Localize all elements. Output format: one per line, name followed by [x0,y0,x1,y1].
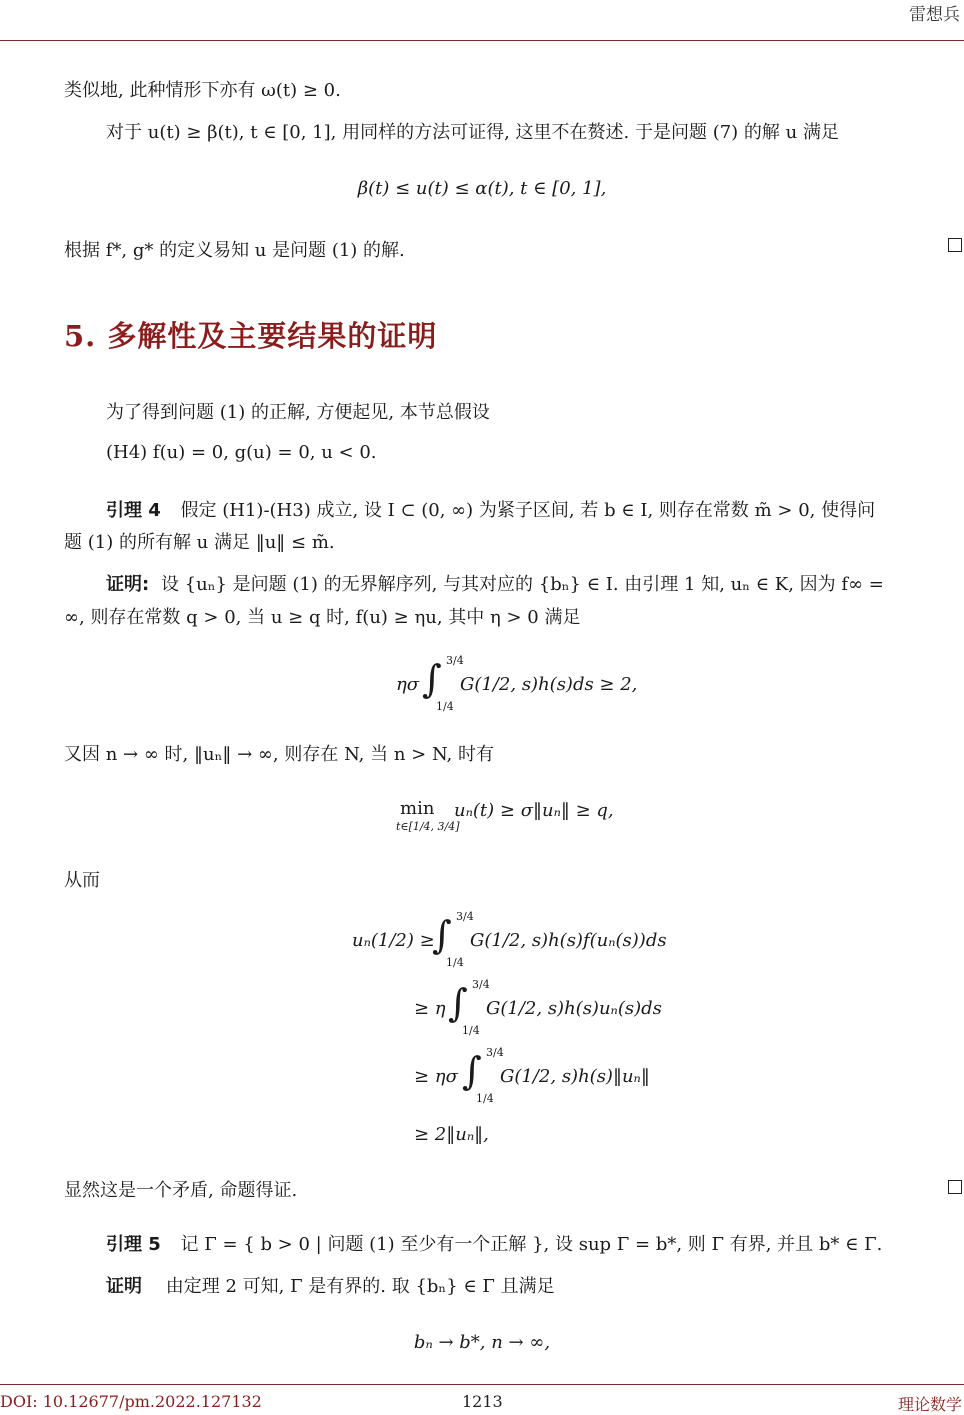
footer-doi: DOI: 10.12677/pm.2022.127132 [0,1392,262,1411]
footer-journal: 理论数学 [897,1395,962,1414]
proof-label: 证明: [106,574,150,595]
lower-limit: 1/4 [436,700,454,713]
min-body: uₙ(t) ≥ σ‖uₙ‖ ≥ q, [454,800,614,821]
equation-chain: uₙ(1/2) ≥ ∫ 3/4 1/4 G(1/2, s)h(s)f(uₙ(s))ds ≥ η ∫ 3/4 1/4 G(1/2, s)h(s)uₙ(s)ds ≥ ησ ∫ 3/4 1/4 G(1/2, s)h(s)‖uₙ‖ ≥ 2‖uₙ‖, [352,910,667,1145]
lemma4-label: 引理 4 [106,500,161,521]
chain-l2-lhs: ≥ η [414,998,446,1019]
paragraph-solution: 根据 f*, g* 的定义易知 u 是问题 (1) 的解. [64,240,405,261]
equation-bounds: β(t) ≤ u(t) ≤ α(t), t ∈ [0, 1], [357,178,607,199]
proof-line2: ∞, 则存在常数 q > 0, 当 u ≥ q 时, f(u) ≥ ηu, 其中 η > 0 满足 [64,607,581,628]
page-number: 1213 [462,1392,503,1411]
min-operator: min [400,798,435,819]
lemma4-line1 [106,496,875,522]
proof2-line [106,1272,555,1298]
footer-rule [0,1384,964,1385]
chain-l3-rhs: G(1/2, s)h(s)‖uₙ‖ [500,1066,650,1087]
assumption-h4: (H4) f(u) = 0, g(u) = 0, u < 0. [106,442,377,463]
integrand: G(1/2, s)h(s)ds ≥ 2, [460,674,638,695]
paragraph-beta: 对于 u(t) ≥ β(t), t ∈ [0, 1], 用同样的方法可证得, 这里不在赘述. 于是问题 (7) 的解 u 满足 [106,122,839,143]
qed-symbol [948,238,962,252]
proof2-label: 证明 [106,1276,142,1297]
chain-l2-rhs: G(1/2, s)h(s)uₙ(s)ds [486,998,662,1019]
paragraph-assumption: 为了得到问题 (1) 的正解, 方便起见, 本节总假设 [106,402,490,423]
upper-limit: 3/4 [446,654,464,667]
chain-l4: ≥ 2‖uₙ‖, [414,1124,489,1145]
proof-text: 设 {uₙ} 是问题 (1) 的无界解序列, 与其对应的 {bₙ} ∈ I. 由引理 1 知, uₙ ∈ K, 因为 f∞ = [160,574,884,595]
chain-l3-lhs: ≥ ησ [414,1066,458,1087]
lemma4-line2: 题 (1) 的所有解 u 满足 ‖u‖ ≤ m̃. [64,532,335,553]
proof-line1 [106,570,884,596]
lemma5-label: 引理 5 [106,1234,161,1255]
chain-l1-rhs: G(1/2, s)h(s)f(uₙ(s))ds [470,930,667,951]
equation-limit: bₙ → b*, n → ∞, [413,1332,551,1353]
lemma5-line [106,1230,882,1256]
qed-symbol [948,1180,962,1194]
paragraph-omega: 类似地, 此种情形下亦有 ω(t) ≥ 0. [64,80,341,101]
section-title: 5. 多解性及主要结果的证明 [64,319,438,353]
chain-l1-lhs: uₙ(1/2) ≥ [352,930,435,951]
min-subscript: t∈[1/4, 3/4] [396,820,460,833]
paragraph-therefore: 从而 [64,870,100,891]
paragraph-unbounded: 又因 n → ∞ 时, ‖uₙ‖ → ∞, 则存在 N, 当 n > N, 时有 [64,744,494,765]
lemma4-text: 假定 (H1)-(H3) 成立, 设 I ⊂ (0, ∞) 为紧子区间, 若 b ∈ I, 则存在常数 m̃ > 0, 使得问 [180,500,876,521]
proof2-text: 由定理 2 可知, Γ 是有界的. 取 {bₙ} ∈ Γ 且满足 [165,1276,555,1297]
header-rule [0,40,964,41]
lemma5-text: 记 Γ = { b > 0 | 问题 (1) 至少有一个正解 }, 设 sup Γ = b*, 则 Γ 有界, 并且 b* ∈ Γ. [180,1234,883,1255]
paragraph-contradiction: 显然这是一个矛盾, 命题得证. [64,1180,298,1201]
running-header-author: 雷想兵 [909,5,960,25]
